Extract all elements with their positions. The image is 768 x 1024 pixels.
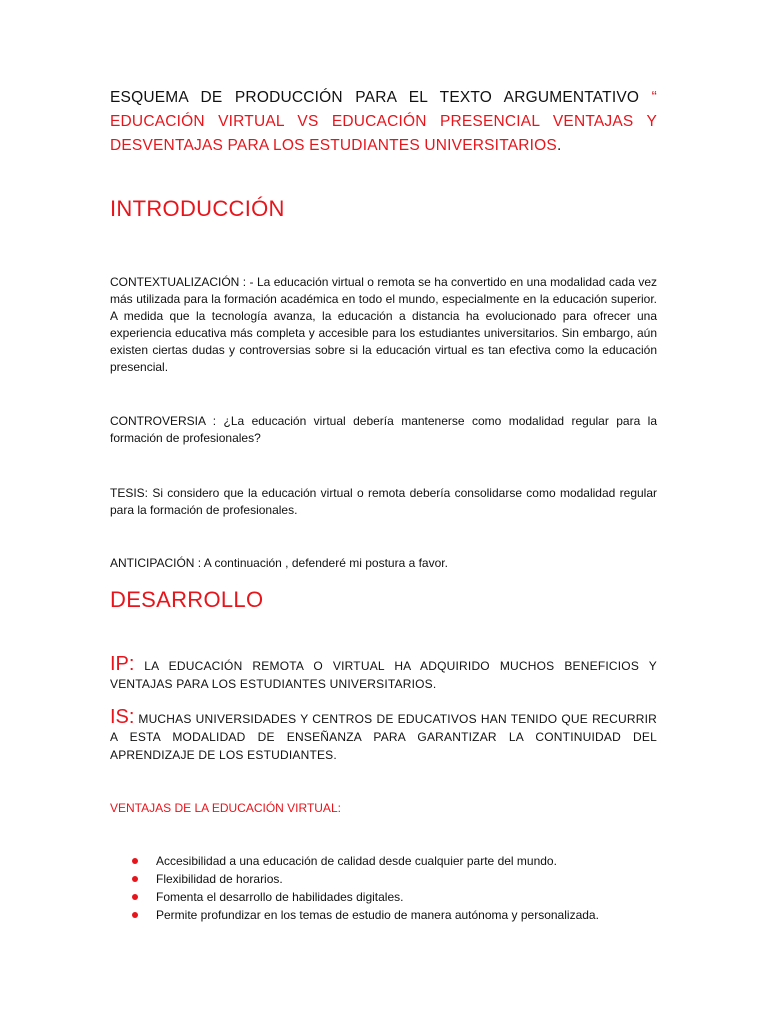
bullet-icon [132,876,138,882]
ventajas-list [110,852,670,924]
is-text: MUCHAS UNIVERSIDADES Y CENTROS DE EDUCATIVOS HAN TENIDO QUE RECURRIR A ESTA MODALIDAD DE ENSEÑANZA PARA GARANTIZAR LA CONTINUIDAD DEL APRENDIZAJE DE LOS ESTUDIANTES. [110,712,658,762]
paragraph-controversia: CONTROVERSIA : ¿La educación virtual debería mantenerse como modalidad regular para la formación de profesionales? [110,414,657,445]
bullet-icon [132,912,138,918]
ip-label: IP: [110,653,135,675]
list-item: Fomenta el desarrollo de habilidades digitales. [110,888,670,906]
title-topic: “ EDUCACIÓN VIRTUAL VS EDUCACIÓN PRESENCIAL VENTAJAS Y DESVENTAJAS PARA LOS ESTUDIANTES UNIVERSITARIOS [110,89,657,154]
paragraph-contextualizacion: CONTEXTUALIZACIÓN : - La educación virtual o remota se ha convertido en una modalidad cada vez más utilizada para la formación académica en todo el mundo, especialmente en la educación superior. A medida que la tecnología avanza, la educación a distancia ha evolucionado para ofrecer una experiencia educativa más completa y accesible para los estudiantes universitarios. Sin embargo, aún existen ciertas dudas y controversias sobre si la educación virtual es tan efectiva como la educación presencial. [110,275,657,374]
bullet-icon [132,894,138,900]
paragraph-is [110,708,657,764]
list-item: Accesibilidad a una educación de calidad desde cualquier parte del mundo. [110,852,670,870]
paragraph-anticipacion: ANTICIPACIÓN : A continuación , defenderé mi postura a favor. [110,556,448,570]
is-label: IS: [110,706,135,728]
paragraph-tesis: TESIS: Si considero que la educación virtual o remota debería consolidarse como modalidad regular para la formación de profesionales. [110,486,657,517]
title-main: ESQUEMA DE PRODUCCIÓN PARA EL TEXTO ARGUMENTATIVO [110,89,640,106]
title-end: . [556,137,562,154]
heading-introduccion: INTRODUCCIÓN [110,196,285,221]
paragraph-ip [110,655,657,693]
ip-text: LA EDUCACIÓN REMOTA O VIRTUAL HA ADQUIRIDO MUCHOS BENEFICIOS Y VENTAJAS PARA LOS ESTUDIANTES UNIVERSITARIOS. [110,659,657,691]
bullet-icon [132,858,138,864]
heading-ventajas: VENTAJAS DE LA EDUCACIÓN VIRTUAL: [110,801,341,815]
document-title [110,86,657,158]
list-item: Permite profundizar en los temas de estudio de manera autónoma y personalizada. [110,906,670,924]
heading-desarrollo: DESARROLLO [110,587,264,612]
list-item: Flexibilidad de horarios. [110,870,670,888]
